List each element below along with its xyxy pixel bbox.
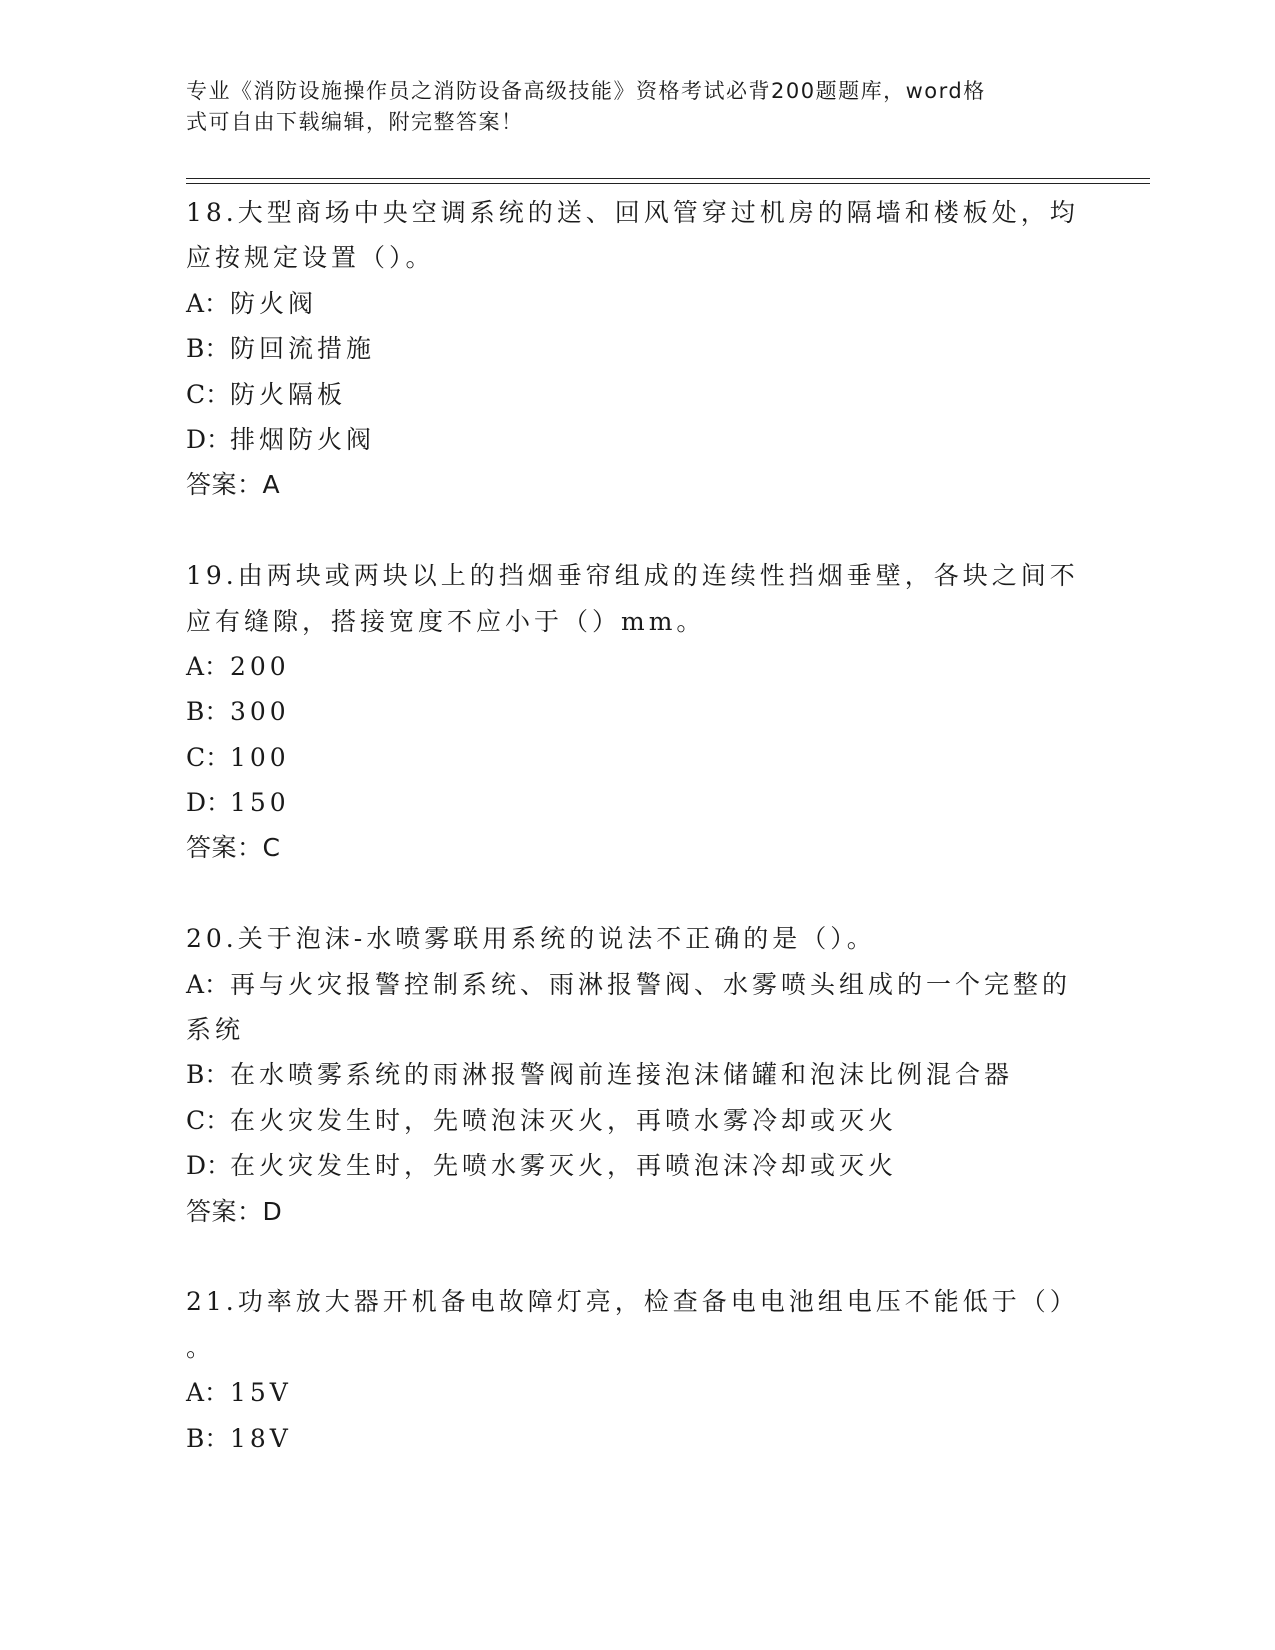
- question-stem-line: 20.关于泡沫-水喷雾联用系统的说法不正确的是（）。: [186, 924, 876, 954]
- option-b: [186, 326, 1086, 371]
- option-label: D：: [186, 1151, 232, 1181]
- option-a: [186, 644, 1086, 689]
- question-19: [186, 553, 1086, 871]
- option-b: [186, 1416, 1086, 1461]
- spacer: [186, 1234, 1086, 1279]
- option-label: C：: [186, 742, 231, 772]
- option-text: 防回流措施: [230, 334, 376, 364]
- option-d: [186, 780, 1086, 825]
- option-d: [186, 1143, 1086, 1188]
- option-text: 18V: [230, 1423, 292, 1453]
- option-text: 在水喷雾系统的雨淋报警阀前连接泡沫储罐和泡沫比例混合器: [230, 1060, 1014, 1090]
- spacer: [186, 508, 1086, 553]
- option-b: [186, 1052, 1086, 1097]
- option-label: C：: [186, 1105, 231, 1135]
- option-a-continuation: 系统: [186, 1015, 245, 1045]
- option-b: [186, 689, 1086, 734]
- option-a: [186, 1370, 1086, 1415]
- option-label: D：: [186, 788, 232, 818]
- header-line-1: 专业《消防设施操作员之消防设备高级技能》资格考试必背200题题库，word格: [186, 79, 986, 103]
- option-text: 防火阀: [230, 288, 318, 318]
- header-divider-bottom: [186, 183, 1150, 184]
- option-label: A：: [186, 969, 230, 999]
- option-text: 15V: [230, 1378, 292, 1408]
- option-text: 200: [230, 651, 290, 681]
- question-stem-line: 应按规定设置（）。: [186, 243, 435, 273]
- answer-line: 答案：C: [186, 833, 281, 863]
- option-c: [186, 372, 1086, 417]
- option-label: C：: [186, 379, 231, 409]
- option-label: B：: [186, 697, 230, 727]
- question-20: [186, 916, 1086, 1234]
- question-list: [186, 190, 1086, 1461]
- spacer: [186, 871, 1086, 916]
- header-divider-top: [186, 178, 1150, 179]
- option-c: [186, 1098, 1086, 1143]
- option-label: A：: [186, 651, 230, 681]
- option-a: [186, 281, 1086, 326]
- option-text: 在火灾发生时，先喷泡沫灭火，再喷水雾冷却或灭火: [230, 1105, 898, 1135]
- option-c: [186, 735, 1086, 780]
- option-text: 150: [230, 788, 290, 818]
- question-18: [186, 190, 1086, 508]
- option-label: A：: [186, 288, 230, 318]
- answer-line: 答案：A: [186, 470, 281, 500]
- question-stem-line: 。: [186, 1332, 216, 1362]
- document-header: [186, 76, 1066, 138]
- option-text: 300: [230, 697, 290, 727]
- question-21: [186, 1279, 1086, 1461]
- option-label: A：: [186, 1378, 230, 1408]
- option-text: 再与火灾报警控制系统、雨淋报警阀、水雾喷头组成的一个完整的: [230, 969, 1072, 999]
- option-d: [186, 417, 1086, 462]
- option-a: [186, 962, 1086, 1007]
- option-label: B：: [186, 1060, 230, 1090]
- option-text: 100: [230, 742, 290, 772]
- question-stem-line: 18.大型商场中央空调系统的送、回风管穿过机房的隔墙和楼板处，均: [186, 198, 1079, 227]
- option-label: D：: [186, 424, 232, 454]
- option-text: 排烟防火阀: [230, 424, 376, 454]
- option-text: 在火灾发生时，先喷水雾灭火，再喷泡沫冷却或灭火: [230, 1151, 898, 1181]
- option-label: B：: [186, 334, 230, 364]
- option-label: B：: [186, 1423, 230, 1453]
- question-stem-line: 21.功率放大器开机备电故障灯亮，检查备电电池组电压不能低于（）: [186, 1287, 1079, 1317]
- header-line-2: 式可自由下载编辑，附完整答案！: [186, 110, 524, 134]
- option-text: 防火隔板: [230, 379, 347, 409]
- question-stem-line: 应有缝隙，搭接宽度不应小于（）mm。: [186, 606, 706, 636]
- answer-line: 答案：D: [186, 1196, 283, 1226]
- question-stem-line: 19.由两块或两块以上的挡烟垂帘组成的连续性挡烟垂壁，各块之间不: [186, 561, 1079, 591]
